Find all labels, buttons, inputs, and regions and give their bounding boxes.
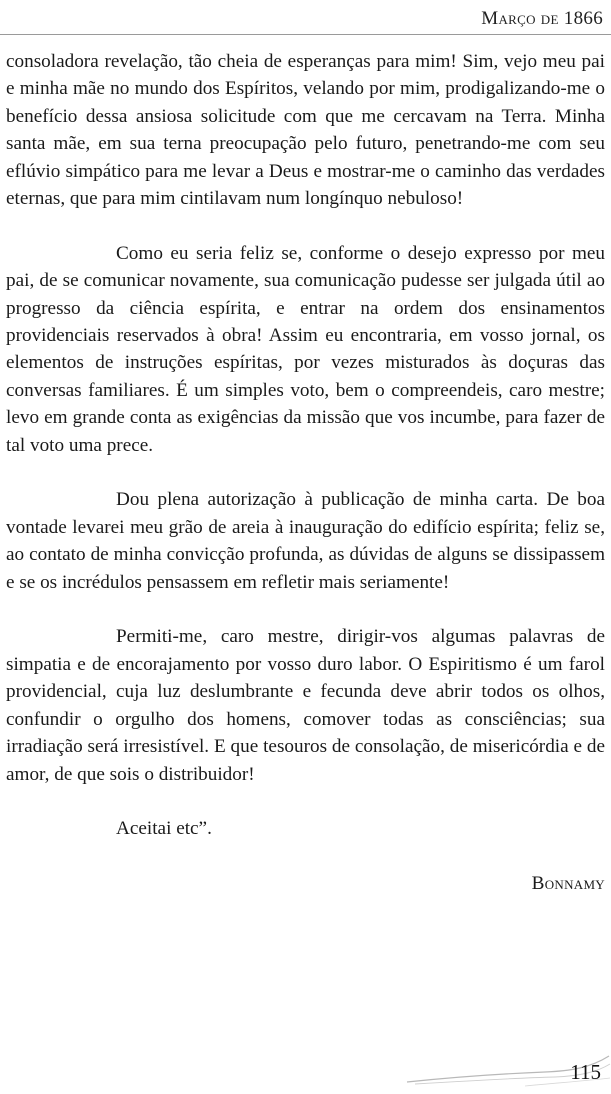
paragraph-2: Como eu seria feliz se, conforme o desejo expresso por meu pai, de se comunicar novamente, sua comunicação pudesse ser julgada útil ao progresso da ciência espírita, e entrar na ordem dos ensinamentos providenciais reservados à obra! Assim eu encontraria, em vosso jornal, os elementos de instruções espíritas, por vezes misturados às doçuras das conversas familiares. É um simples voto, bem o compreendeis, caro mestre; levo em grande conta as exigências da missão que vos incumbe, para fazer de tal voto uma prece. [6,242,605,456]
paragraph-4: Permiti-me, caro mestre, dirigir-vos algumas palavras de simpatia e de encorajamento por vosso duro labor. O Espiritismo é um farol providencial, cuja luz deslumbrante e fecunda deve abrir todos os olhos, confundir o orgulho dos homens, comover todas as consciências; sua irradiação será irresistível. E que tesouros de consolação, de misericórdia e de amor, de que sois o distribuidor! [6,626,605,785]
header-rule [0,34,611,35]
letter-body [6,48,605,925]
signature: Bonnamy [531,873,605,895]
running-head: Março de 1866 [481,8,603,29]
page-number: 115 [570,1060,601,1084]
paragraph-5-closing: Aceitai etc”. [116,818,212,840]
paragraph-3: Dou plena autorização à publicação de minha carta. De boa vontade levarei meu grão de areia à inauguração do edifício espírita; feliz se, ao contato de minha convicção profunda, as dúvidas de alguns se dissipassem e se os incrédulos pensassem em refletir mais seriamente! [6,489,605,593]
paragraph-1: consoladora revelação, tão cheia de esperanças para mim! Sim, vejo meu pai e minha mãe no mundo dos Espíritos, velando por mim, prodigalizando-me o benefício dessa ansiosa solicitude com que me cercavam na Terra. Minha santa mãe, em sua terna preocupação pelo futuro, penetrando-me com seu eflúvio simpático para me levar a Deus e mostrar-me o caminho das verdades eternas, que para mim cintilavam num longínquo nebuloso! [6,51,605,210]
